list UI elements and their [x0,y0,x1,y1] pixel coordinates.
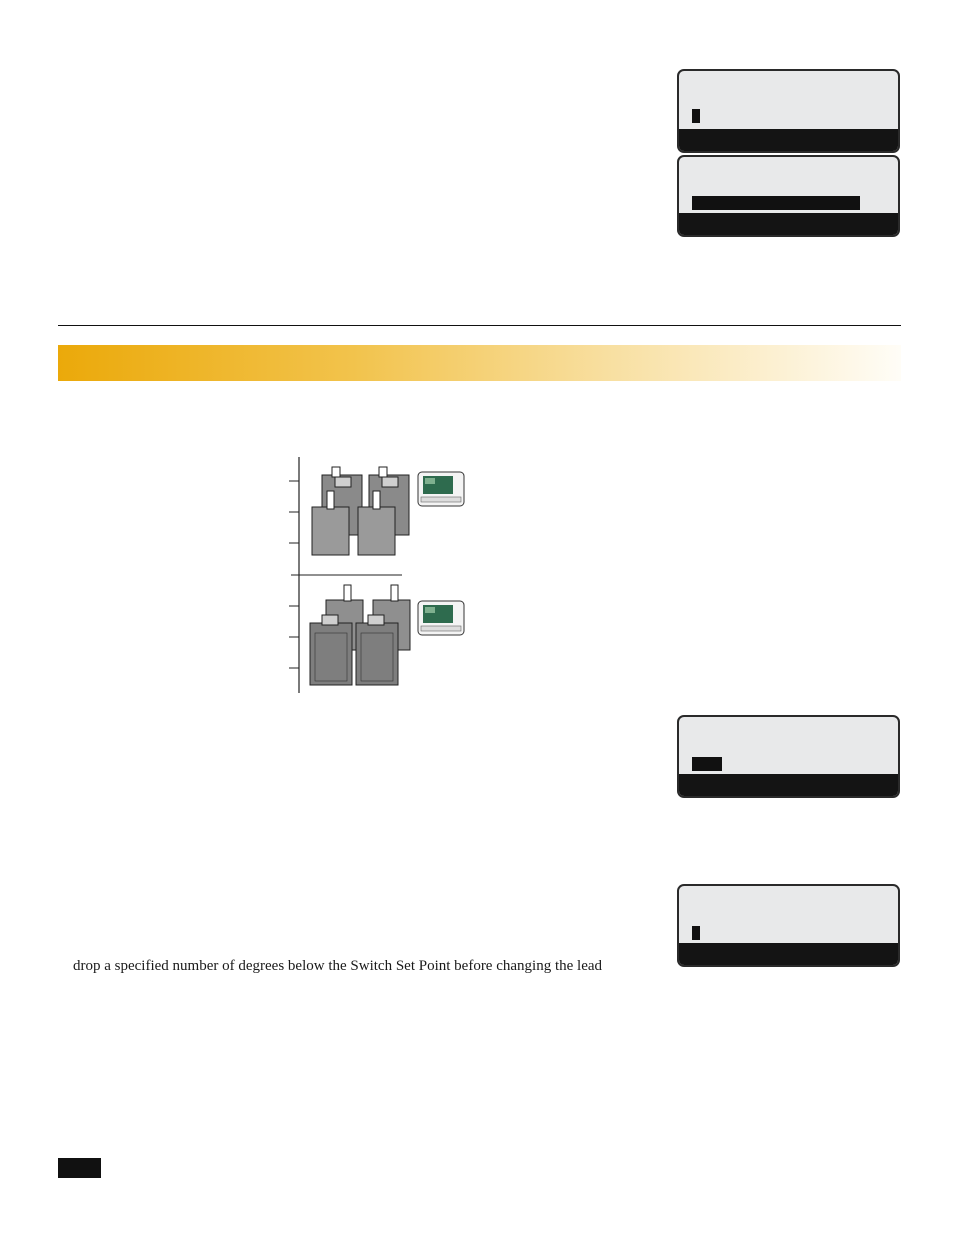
lcd-softkey-bar [679,213,898,235]
body-paragraph-line: drop a specified number of degrees below the Switch Set Point before changing the lead [73,958,603,974]
section-header-banner [58,345,901,381]
lcd-softkey-bar [679,943,898,965]
lcd-highlight-field [692,757,722,771]
lcd-cursor [692,109,700,123]
lcd-softkey-bar [679,129,898,151]
lcd-cursor [692,926,700,940]
section-divider [58,325,901,326]
page-number-tab [58,1158,101,1178]
lcd-display-3 [677,715,900,798]
boiler-stacking-diagram [285,455,485,700]
lcd-display-4 [677,884,900,967]
control-module-icon [418,472,464,506]
lcd-highlight-field [692,196,860,210]
control-module-icon [418,601,464,635]
lcd-display-1 [677,69,900,153]
lcd-softkey-bar [679,774,898,796]
lcd-display-2 [677,155,900,237]
